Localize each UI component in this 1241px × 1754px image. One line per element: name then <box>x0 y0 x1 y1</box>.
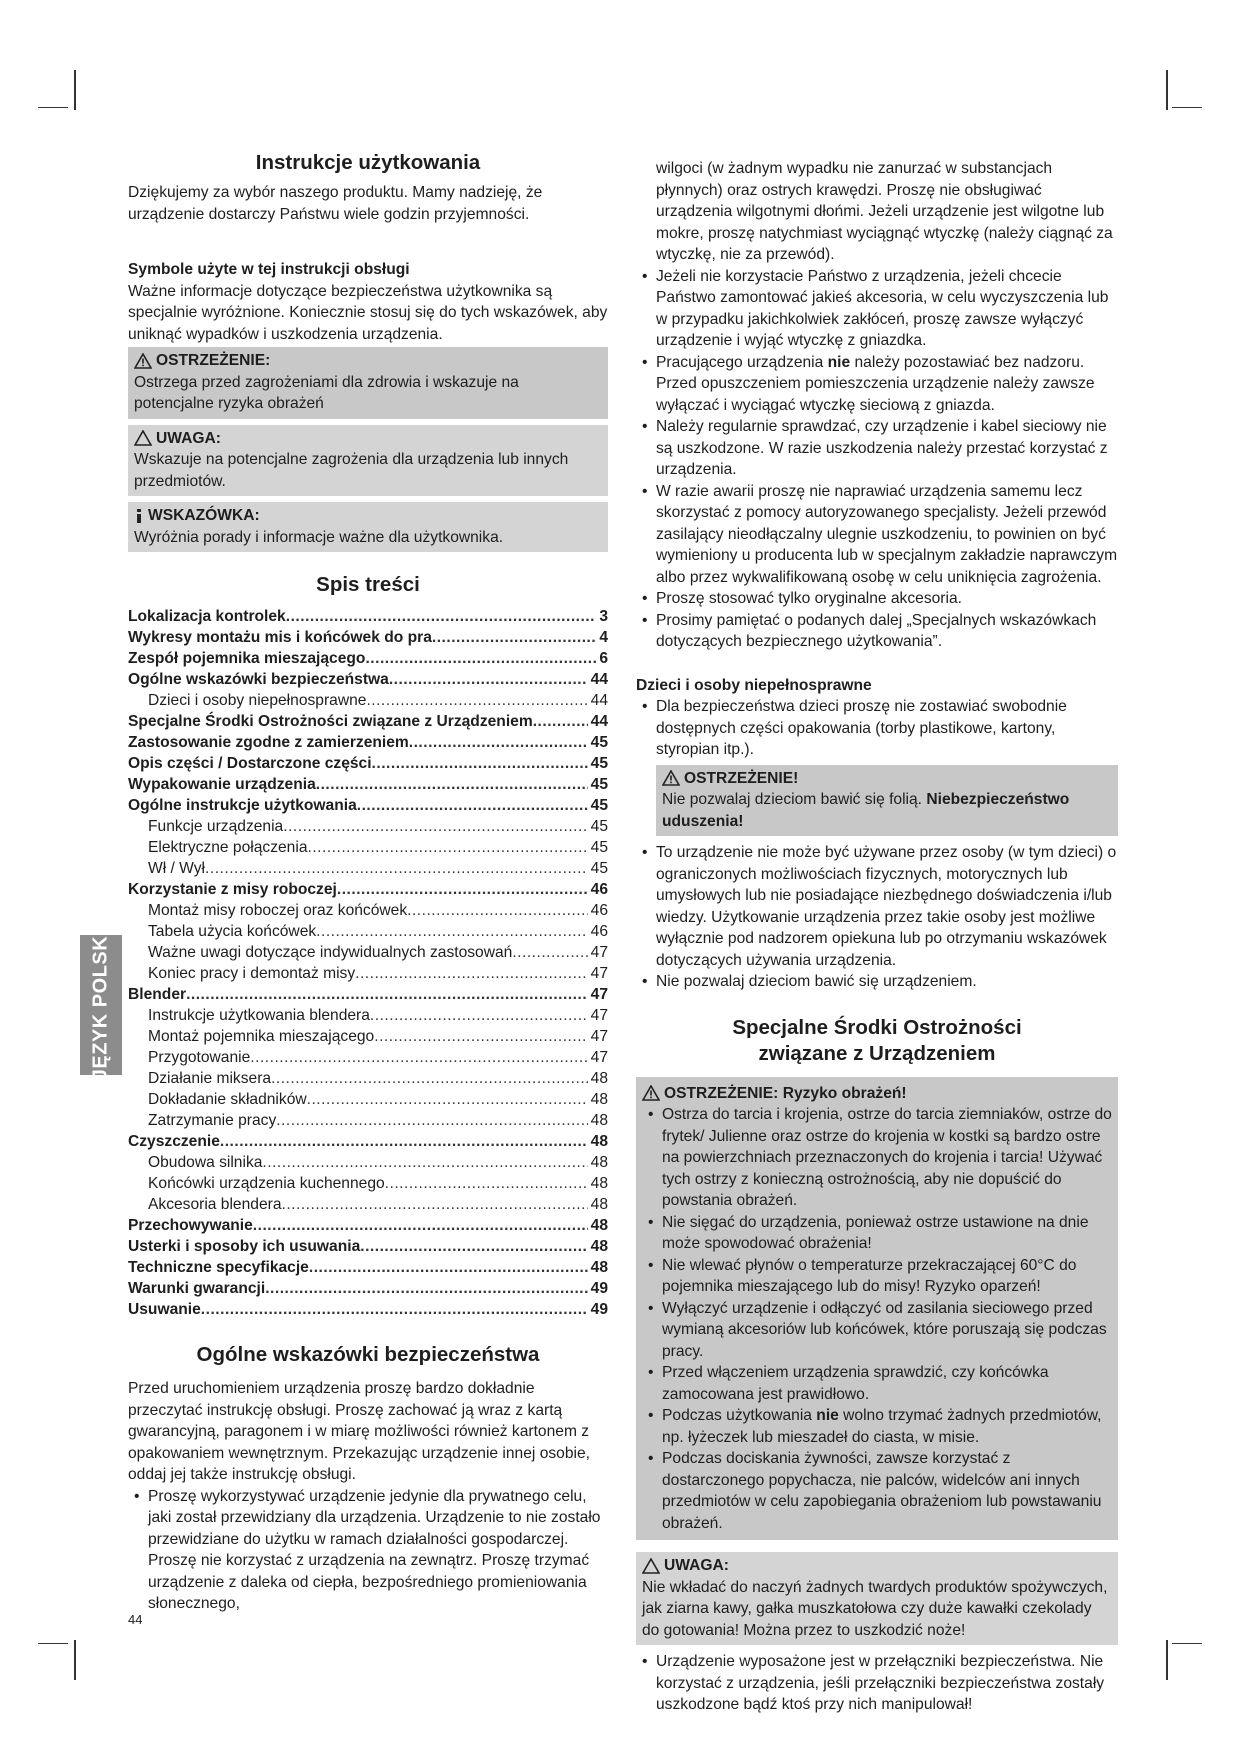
general-safety-list-continued <box>636 266 1118 653</box>
list-item: • Dla bezpieczeństwa dzieci proszę nie zostawiać swobodnie dostępnych części opakowania (torby plastikowe, kartony, styropian itp.). <box>636 696 1118 761</box>
table-of-contents <box>128 606 608 1320</box>
warning-box <box>128 347 608 419</box>
toc-entry <box>128 669 608 690</box>
toc-entry-page: 3 <box>599 608 608 625</box>
toc-entry-label: Dzieci i osoby niepełnosprawne <box>148 692 367 709</box>
toc-entry-label: Techniczne specyfikacje <box>128 1259 309 1276</box>
toc-entry-page: 47 <box>590 1007 608 1024</box>
children-warning-bold: Niebezpieczeństwo uduszenia! <box>662 791 1070 830</box>
toc-leader-dots <box>337 879 588 901</box>
list-item: • Nie sięgać do urządzenia, ponieważ ostrze ustawione na dnie może spowodować obrażenia! <box>642 1212 1112 1255</box>
crop-mark <box>38 107 68 108</box>
list-item: • Podczas dociskania żywności, zawsze korzystać z dostarczonego popychacza, nie palców, widelców ani innych przedmiotów w celu zapobiegania obrażeniom lub powstawaniu obrażeń. <box>642 1448 1112 1534</box>
toc-entry <box>128 1110 608 1131</box>
toc-leader-dots <box>512 942 587 964</box>
special-list-end <box>636 1651 1118 1716</box>
toc-leader-dots <box>250 1047 587 1069</box>
toc-entry-page: 46 <box>590 923 608 940</box>
toc-entry-page: 44 <box>590 671 608 688</box>
toc-entry-label: Ważne uwagi dotyczące indywidualnych zastosowań <box>148 944 513 961</box>
toc-leader-dots <box>357 795 588 817</box>
toc-leader-dots <box>372 753 588 775</box>
toc-title: Spis treści <box>316 573 420 596</box>
children-heading: Dzieci i osoby niepełnosprawne <box>636 676 872 694</box>
toc-entry-label: Zespół pojemnika mieszającego <box>128 650 366 667</box>
caution-text: Wskazuje na potencjalne zagrożenia dla urządzenia lub innych przedmiotów. <box>134 451 569 490</box>
toc-leader-dots <box>355 963 588 985</box>
crop-mark <box>38 1643 68 1644</box>
toc-entry <box>128 1131 608 1152</box>
toc-entry <box>128 837 608 858</box>
list-item: • Nie wlewać płynów o temperaturze przekraczającej 60°C do pojemnika mieszającego lub do misy! Ryzyko oparzeń! <box>642 1255 1112 1298</box>
note-text: Wyróżnia porady i informacje ważne dla użytkownika. <box>134 528 504 546</box>
toc-entry-page: 46 <box>590 902 608 919</box>
toc-entry <box>128 900 608 921</box>
caution-title: UWAGA: <box>156 429 221 447</box>
list-item: • Należy regularnie sprawdzać, czy urządzenie i kabel sieciowy nie są uszkodzone. W razie uszkodzenia należy przestać korzystać z urządzenia. <box>636 416 1118 481</box>
toc-entry-label: Ogólne instrukcje użytkowania <box>128 797 357 814</box>
left-column <box>128 150 608 1615</box>
toc-entry <box>128 879 608 900</box>
toc-entry-label: Zastosowanie zgodne z zamierzeniem <box>128 734 409 751</box>
toc-leader-dots <box>309 1257 588 1279</box>
toc-entry-page: 49 <box>590 1280 608 1297</box>
toc-entry <box>128 963 608 984</box>
toc-entry-page: 44 <box>590 692 608 709</box>
toc-entry <box>128 1005 608 1026</box>
language-tab <box>80 929 122 1081</box>
warning-triangle-icon <box>642 1085 660 1101</box>
general-safety-list <box>128 1486 608 1615</box>
toc-entry-label: Korzystanie z misy roboczej <box>128 881 337 898</box>
toc-entry <box>128 732 608 753</box>
toc-entry-label: Działanie miksera <box>148 1070 272 1087</box>
toc-entry-label: Dokładanie składników <box>148 1091 307 1108</box>
toc-entry-page: 45 <box>590 797 608 814</box>
intro-text: Dziękujemy za wybór naszego produktu. Mamy nadzieję, że urządzenie dostarczy Państwu wiele godzin przyjemności. <box>128 184 543 223</box>
toc-entry-label: Blender <box>128 986 187 1003</box>
symbols-text: Ważne informacje dotyczące bezpieczeństwa użytkownika są specjalnie wyróżnione. Koniecznie stosuj się do tych wskazówek, aby uniknąć wypadków i uszkodzenia urządzenia. <box>128 282 608 343</box>
toc-entry-label: Lokalizacja kontrolek <box>128 608 286 625</box>
toc-entry <box>128 942 608 963</box>
toc-leader-dots <box>186 984 588 1006</box>
children-warning-text: Nie pozwalaj dzieciom bawić się folią. <box>662 791 927 808</box>
toc-entry-label: Specjalne Środki Ostrożności związane z Urządzeniem <box>128 713 533 730</box>
toc-entry <box>128 1215 608 1236</box>
toc-entry-page: 48 <box>590 1259 608 1276</box>
toc-entry-page: 47 <box>590 1028 608 1045</box>
toc-entry-page: 45 <box>590 839 608 856</box>
crop-mark <box>74 70 76 110</box>
toc-entry <box>128 753 608 774</box>
special-caution-text: Nie wkładać do naczyń żadnych twardych produktów spożywczych, jak ziarna kawy, gałka muszkatołowa czy duże kawałki czekolady do gotowania! Można przez to uszkodzić noże! <box>642 1578 1108 1639</box>
toc-leader-dots <box>316 921 587 943</box>
list-item: • Pracującego urządzenia nie należy pozostawiać bez nadzoru. Przed opuszczeniem pomieszczenia urządzenie należy zawsze wyłączać i wyciągać wtyczkę sieciową z gniazda. <box>636 352 1118 417</box>
toc-entry-label: Obudowa silnika <box>148 1154 263 1171</box>
toc-entry-page: 48 <box>590 1175 608 1192</box>
special-title-line1: Specjalne Środki Ostrożności <box>732 1015 1022 1039</box>
list-item: • Jeżeli nie korzystacie Państwo z urządzenia, jeżeli chcecie Państwo zamontować jakieś akcesoria, w celu wyczyszczenia lub w przypadku jakichkolwiek zakłóceń, proszę zawsze wyłączyć urządzenie i wyjąć wtyczkę z gniazdka. <box>636 266 1118 352</box>
general-safety-text: Przed uruchomieniem urządzenia proszę bardzo dokładnie przeczytać instrukcję obsługi. Proszę zachować ją wraz z kartą gwarancyjną, paragonem i w miarę możliwości również kartonem z opakowaniem wewnętrznym. Przekazując urządzenie innej osobie, oddaj jej także instrukcję obsługi. <box>128 1380 590 1483</box>
toc-leader-dots <box>407 900 588 922</box>
toc-entry-label: Wł / Wył <box>148 860 206 877</box>
toc-leader-dots <box>389 669 588 691</box>
special-caution-title: UWAGA: <box>664 1557 729 1574</box>
toc-entry-page: 4 <box>599 629 608 646</box>
toc-leader-dots <box>286 606 597 628</box>
special-warning-list <box>642 1104 1112 1534</box>
special-title-line2: związane z Urządzeniem <box>758 1041 996 1065</box>
toc-entry-label: Końcówki urządzenia kuchennego <box>148 1175 385 1192</box>
toc-entry <box>128 1026 608 1047</box>
toc-leader-dots <box>409 732 588 754</box>
toc-leader-dots <box>316 774 588 796</box>
toc-entry-page: 48 <box>590 1154 608 1171</box>
toc-entry <box>128 774 608 795</box>
toc-entry-label: Koniec pracy i demontaż misy <box>148 965 356 982</box>
toc-leader-dots <box>253 1215 588 1237</box>
list-item: • Nie pozwalaj dzieciom bawić się urządzeniem. <box>636 971 1118 993</box>
toc-leader-dots <box>271 1068 588 1090</box>
toc-entry <box>128 1194 608 1215</box>
list-item: • Ostrza do tarcia i krojenia, ostrze do tarcia ziemniaków, ostrze do frytek/ Julienne oraz ostrze do krojenia w kostki są bardzo ostre na powierzchniach przeznaczonych do krojenia i tarcia! Używać tych ostrzy z konieczną ostrożnością, aby nie dopuścić do powstania obrażeń. <box>642 1104 1112 1212</box>
toc-entry-page: 45 <box>590 860 608 877</box>
page-number: 44 <box>128 1612 143 1627</box>
crop-mark <box>1172 1643 1202 1644</box>
toc-entry-page: 45 <box>590 776 608 793</box>
toc-entry-page: 45 <box>590 755 608 772</box>
toc-entry-label: Montaż pojemnika mieszającego <box>148 1028 375 1045</box>
children-warning-title: OSTRZEŻENIE! <box>684 769 799 787</box>
toc-entry-page: 48 <box>590 1091 608 1108</box>
list-item: • Przed włączeniem urządzenia sprawdzić, czy końcówka zamocowana jest prawidłowo. <box>642 1362 1112 1405</box>
toc-entry-page: 48 <box>590 1238 608 1255</box>
crop-mark <box>1172 107 1202 108</box>
crop-mark <box>1166 1640 1168 1680</box>
children-list-2 <box>636 842 1118 993</box>
toc-entry <box>128 627 608 648</box>
toc-entry <box>128 1047 608 1068</box>
special-warning-title: OSTRZEŻENIE: Ryzyko obrażeń! <box>664 1084 907 1102</box>
toc-entry <box>128 921 608 942</box>
toc-entry-label: Warunki gwarancji <box>128 1280 266 1297</box>
toc-entry-label: Usuwanie <box>128 1301 201 1318</box>
toc-entry <box>128 690 608 711</box>
warning-triangle-icon <box>134 353 152 369</box>
info-icon <box>134 508 144 524</box>
toc-entry-page: 49 <box>590 1301 608 1318</box>
toc-entry-label: Montaż misy roboczej oraz końcówek <box>148 902 408 919</box>
toc-entry-page: 48 <box>590 1070 608 1087</box>
toc-leader-dots <box>282 1194 588 1216</box>
symbols-heading: Symbole użyte w tej instrukcji obsługi <box>128 261 410 278</box>
toc-entry-label: Wykresy montażu mis i końcówek do pra <box>128 629 432 646</box>
children-warning-box <box>656 765 1118 837</box>
toc-entry-page: 48 <box>590 1112 608 1129</box>
toc-leader-dots <box>370 1005 588 1027</box>
list-item: • Prosimy pamiętać o podanych dalej „Specjalnych wskazówkach dotyczących bezpiecznego użytkowania”. <box>636 610 1118 653</box>
list-item: • Podczas użytkowania nie wolno trzymać żadnych przedmiotów, np. łyżeczek lub mieszadeł do ciasta, w misie. <box>642 1405 1112 1448</box>
toc-leader-dots <box>283 816 587 838</box>
warning-title: OSTRZEŻENIE: <box>156 352 271 369</box>
toc-entry-page: 6 <box>599 650 608 667</box>
warning-triangle-icon <box>662 770 680 786</box>
toc-entry-label: Opis części / Dostarczone części <box>128 755 372 772</box>
toc-entry-label: Usterki i sposoby ich usuwania <box>128 1238 361 1255</box>
list-item: • Proszę stosować tylko oryginalne akcesoria. <box>636 588 1118 610</box>
toc-entry-label: Tabela użycia końcówek <box>148 923 317 940</box>
toc-leader-dots <box>385 1173 588 1195</box>
list-item: • W razie awarii proszę nie naprawiać urządzenia samemu lecz skorzystać z pomocy autoryzowanego specjalisty. Jeżeli przewód zasilający nieodłączalny ulegnie uszkodzeniu, to powinien on być wymieniony u producenta lub w specjalnym zakładzie naprawczym albo przez wykwalifikowaną osobę w celu uniknięcia zagrożenia. <box>636 481 1118 589</box>
crop-mark <box>1166 70 1168 110</box>
toc-entry <box>128 1152 608 1173</box>
toc-entry <box>128 1173 608 1194</box>
toc-entry <box>128 1299 608 1320</box>
toc-leader-dots <box>308 837 588 859</box>
toc-entry-page: 47 <box>590 986 608 1003</box>
note-box <box>128 502 608 552</box>
toc-leader-dots <box>262 1152 587 1174</box>
toc-entry <box>128 984 608 1005</box>
intro-title: Instrukcje użytkowania <box>255 151 481 174</box>
toc-entry-label: Przygotowanie <box>148 1049 251 1066</box>
list-item: • Proszę wykorzystywać urządzenie jedynie dla prywatnego celu, jaki został przewidziany dla urządzenia. Urządzenie to nie zostało przewidziane do użytku w ramach działalności gospodarczej. Proszę nie korzystać z urządzenia na zewnątrz. Proszę trzymać urządzenie z daleka od ciepła, bezpośredniego promieniowania słonecznego, <box>128 1486 608 1615</box>
caution-box <box>128 425 608 497</box>
special-warning-box <box>636 1077 1118 1541</box>
list-item: • To urządzenie nie może być używane przez osoby (w tym dzieci) o ograniczonych możliwościach fizycznych, motorycznych lub umysłowych lub nie posiadające niezbędnego doświadczenia i/lub wiedzy. Użytkowanie urządzenia przez takie osoby jest możliwe wyłącznie pod nadzorem opiekuna lub po otrzymaniu wskazówek dotyczących używania urządzenia. <box>636 842 1118 971</box>
toc-entry <box>128 816 608 837</box>
general-safety-continuation: wilgoci (w żadnym wypadku nie zanurzać w substancjach płynnych) oraz ostrych krawędzi. Proszę nie obsługiwać urządzenia wilgotnymi dłońmi. Jeżeli urządzenie jest wilgotne lub mokre, proszę natychmiast wyciągnąć wtyczkę (należy ciągnąć za wtyczkę, nie za przewód). <box>656 160 1113 263</box>
toc-entry-page: 47 <box>590 944 608 961</box>
toc-entry <box>128 1236 608 1257</box>
toc-entry-label: Przechowywanie <box>128 1217 253 1234</box>
toc-entry <box>128 648 608 669</box>
toc-entry <box>128 858 608 879</box>
toc-leader-dots <box>374 1026 587 1048</box>
toc-leader-dots <box>205 858 588 880</box>
language-tab-label: JĘZYK POLSKI <box>89 929 112 1081</box>
toc-entry-page: 44 <box>590 713 608 730</box>
toc-entry-page: 48 <box>590 1133 608 1150</box>
toc-leader-dots <box>265 1278 587 1300</box>
toc-leader-dots <box>432 627 596 649</box>
toc-entry-label: Elektryczne połączenia <box>148 839 308 856</box>
toc-entry-page: 46 <box>590 881 608 898</box>
toc-leader-dots <box>220 1131 588 1153</box>
toc-entry-page: 45 <box>590 734 608 751</box>
toc-entry-page: 47 <box>590 1049 608 1066</box>
note-title: WSKAZÓWKA: <box>148 507 260 524</box>
toc-entry <box>128 1278 608 1299</box>
toc-leader-dots <box>201 1299 588 1321</box>
caution-triangle-icon <box>642 1558 660 1574</box>
warning-text: Ostrzega przed zagrożeniami dla zdrowia i wskazuje na potencjalne ryzyka obrażeń <box>134 373 519 412</box>
children-list <box>636 696 1118 761</box>
toc-entry-page: 48 <box>590 1217 608 1234</box>
toc-leader-dots <box>276 1110 587 1132</box>
toc-entry-label: Zatrzymanie pracy <box>148 1112 277 1129</box>
toc-entry-page: 47 <box>590 965 608 982</box>
toc-entry <box>128 606 608 627</box>
toc-entry <box>128 711 608 732</box>
toc-leader-dots <box>533 711 588 733</box>
toc-entry-page: 48 <box>590 1196 608 1213</box>
toc-entry <box>128 1257 608 1278</box>
toc-entry-label: Czyszczenie <box>128 1133 220 1150</box>
toc-leader-dots <box>365 648 596 670</box>
toc-entry <box>128 795 608 816</box>
toc-entry <box>128 1089 608 1110</box>
toc-entry-label: Ogólne wskazówki bezpieczeństwa <box>128 671 389 688</box>
toc-entry <box>128 1068 608 1089</box>
toc-leader-dots <box>307 1089 588 1111</box>
list-item: • Urządzenie wyposażone jest w przełączniki bezpieczeństwa. Nie korzystać z urządzenia, jeśli przełączniki bezpieczeństwa zostały uszkodzone bądź ktoś przy nich manipulował! <box>636 1651 1118 1716</box>
toc-entry-label: Instrukcje użytkowania blendera <box>148 1007 370 1024</box>
toc-leader-dots <box>360 1236 587 1258</box>
toc-entry-label: Akcesoria blendera <box>148 1196 282 1213</box>
toc-entry-page: 45 <box>590 818 608 835</box>
toc-entry-label: Funkcje urządzenia <box>148 818 284 835</box>
toc-leader-dots <box>366 690 587 712</box>
special-caution-box <box>636 1552 1118 1645</box>
general-safety-title: Ogólne wskazówki bezpieczeństwa <box>196 1343 540 1366</box>
list-item: • Wyłączyć urządzenie i odłączyć od zasilania sieciowego przed wymianą akcesoriów lub końcówek, które poruszają się podczas pracy. <box>642 1298 1112 1363</box>
toc-entry-label: Wypakowanie urządzenia <box>128 776 316 793</box>
crop-mark <box>74 1640 76 1680</box>
caution-triangle-icon <box>134 430 152 446</box>
right-column <box>636 158 1118 1716</box>
